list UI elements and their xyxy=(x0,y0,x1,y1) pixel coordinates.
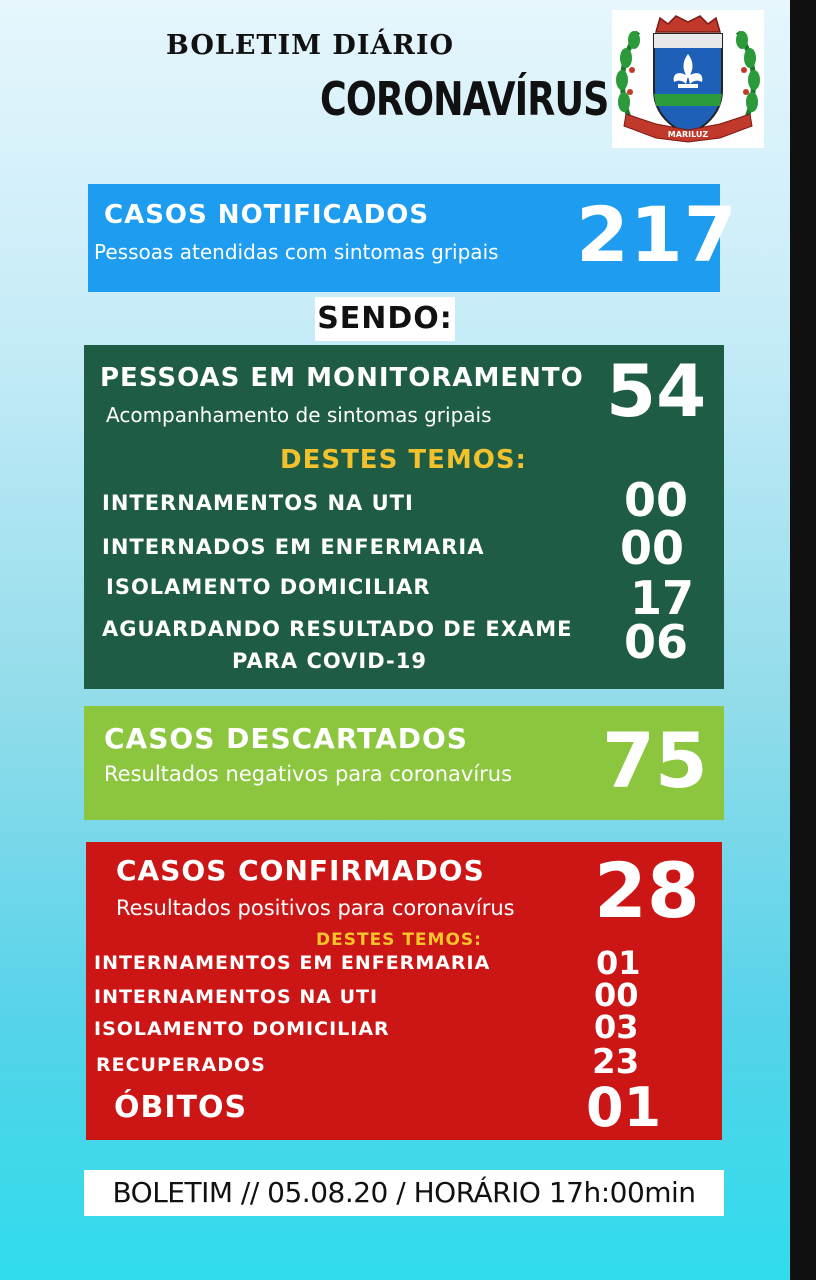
discarded-cases-panel xyxy=(84,706,724,820)
confirmed-row-label: RECUPERADOS xyxy=(96,1054,266,1076)
confirmed-value: 28 xyxy=(594,846,700,935)
monitoring-row-label: INTERNADOS EM ENFERMARIA xyxy=(102,535,485,559)
monitoring-row-value: 00 xyxy=(620,521,685,575)
confirmed-row-value: 01 xyxy=(586,1076,662,1139)
notified-cases-panel xyxy=(88,184,738,292)
monitoring-row-value: 00 xyxy=(624,473,689,527)
discarded-value: 75 xyxy=(602,716,708,805)
monitoring-row-label: INTERNAMENTOS NA UTI xyxy=(102,491,414,515)
monitoring-row-label: ISOLAMENTO DOMICILIAR xyxy=(106,575,431,599)
monitoring-row-label-2: PARA COVID-19 xyxy=(232,649,427,673)
monitoring-title: PESSOAS EM MONITORAMENTO xyxy=(100,363,584,393)
confirmed-row-label: ISOLAMENTO DOMICILIAR xyxy=(94,1018,390,1040)
screen-edge xyxy=(790,0,816,1280)
monitoring-value: 54 xyxy=(606,349,707,433)
municipal-crest-logo xyxy=(612,10,764,148)
crest-icon xyxy=(612,10,764,148)
monitoring-row-value: 17 xyxy=(630,571,695,625)
notified-subtitle: Pessoas atendidas com sintomas gripais xyxy=(94,240,499,264)
monitoring-panel xyxy=(84,345,724,689)
confirmed-cases-panel xyxy=(86,842,722,1140)
discarded-subtitle: Resultados negativos para coronavírus xyxy=(104,762,513,786)
discarded-title: CASOS DESCARTADOS xyxy=(104,722,468,755)
crest-label: MARILUZ xyxy=(667,130,709,139)
monitoring-destes-label: DESTES TEMOS: xyxy=(280,445,527,475)
confirmed-destes-label: DESTES TEMOS: xyxy=(316,930,482,950)
confirmed-row-label: INTERNAMENTOS EM ENFERMARIA xyxy=(94,952,491,974)
confirmed-row-value: 03 xyxy=(594,1008,639,1046)
confirmed-row-value: 23 xyxy=(592,1042,640,1082)
confirmed-row-label: INTERNAMENTOS NA UTI xyxy=(94,986,379,1008)
bulletin-footer: BOLETIM // 05.08.20 / HORÁRIO 17h:00min xyxy=(84,1170,724,1216)
notified-value: 217 xyxy=(576,190,738,279)
confirmed-row-value: 00 xyxy=(594,976,639,1014)
monitoring-subtitle: Acompanhamento de sintomas gripais xyxy=(106,403,492,427)
coronavirus-title: CORONAVÍRUS xyxy=(320,72,609,126)
confirmed-title: CASOS CONFIRMADOS xyxy=(116,854,485,887)
monitoring-row-label: AGUARDANDO RESULTADO DE EXAME xyxy=(102,617,573,641)
notified-title: CASOS NOTIFICADOS xyxy=(104,200,430,230)
confirmed-row-label: ÓBITOS xyxy=(114,1090,248,1125)
confirmed-row-value: 01 xyxy=(596,944,641,982)
sendo-label: SENDO: xyxy=(315,297,455,341)
monitoring-row-value: 06 xyxy=(624,615,689,669)
confirmed-subtitle: Resultados positivos para coronavírus xyxy=(116,896,515,920)
bulletin-daily-title: BOLETIM DIÁRIO xyxy=(166,30,454,61)
